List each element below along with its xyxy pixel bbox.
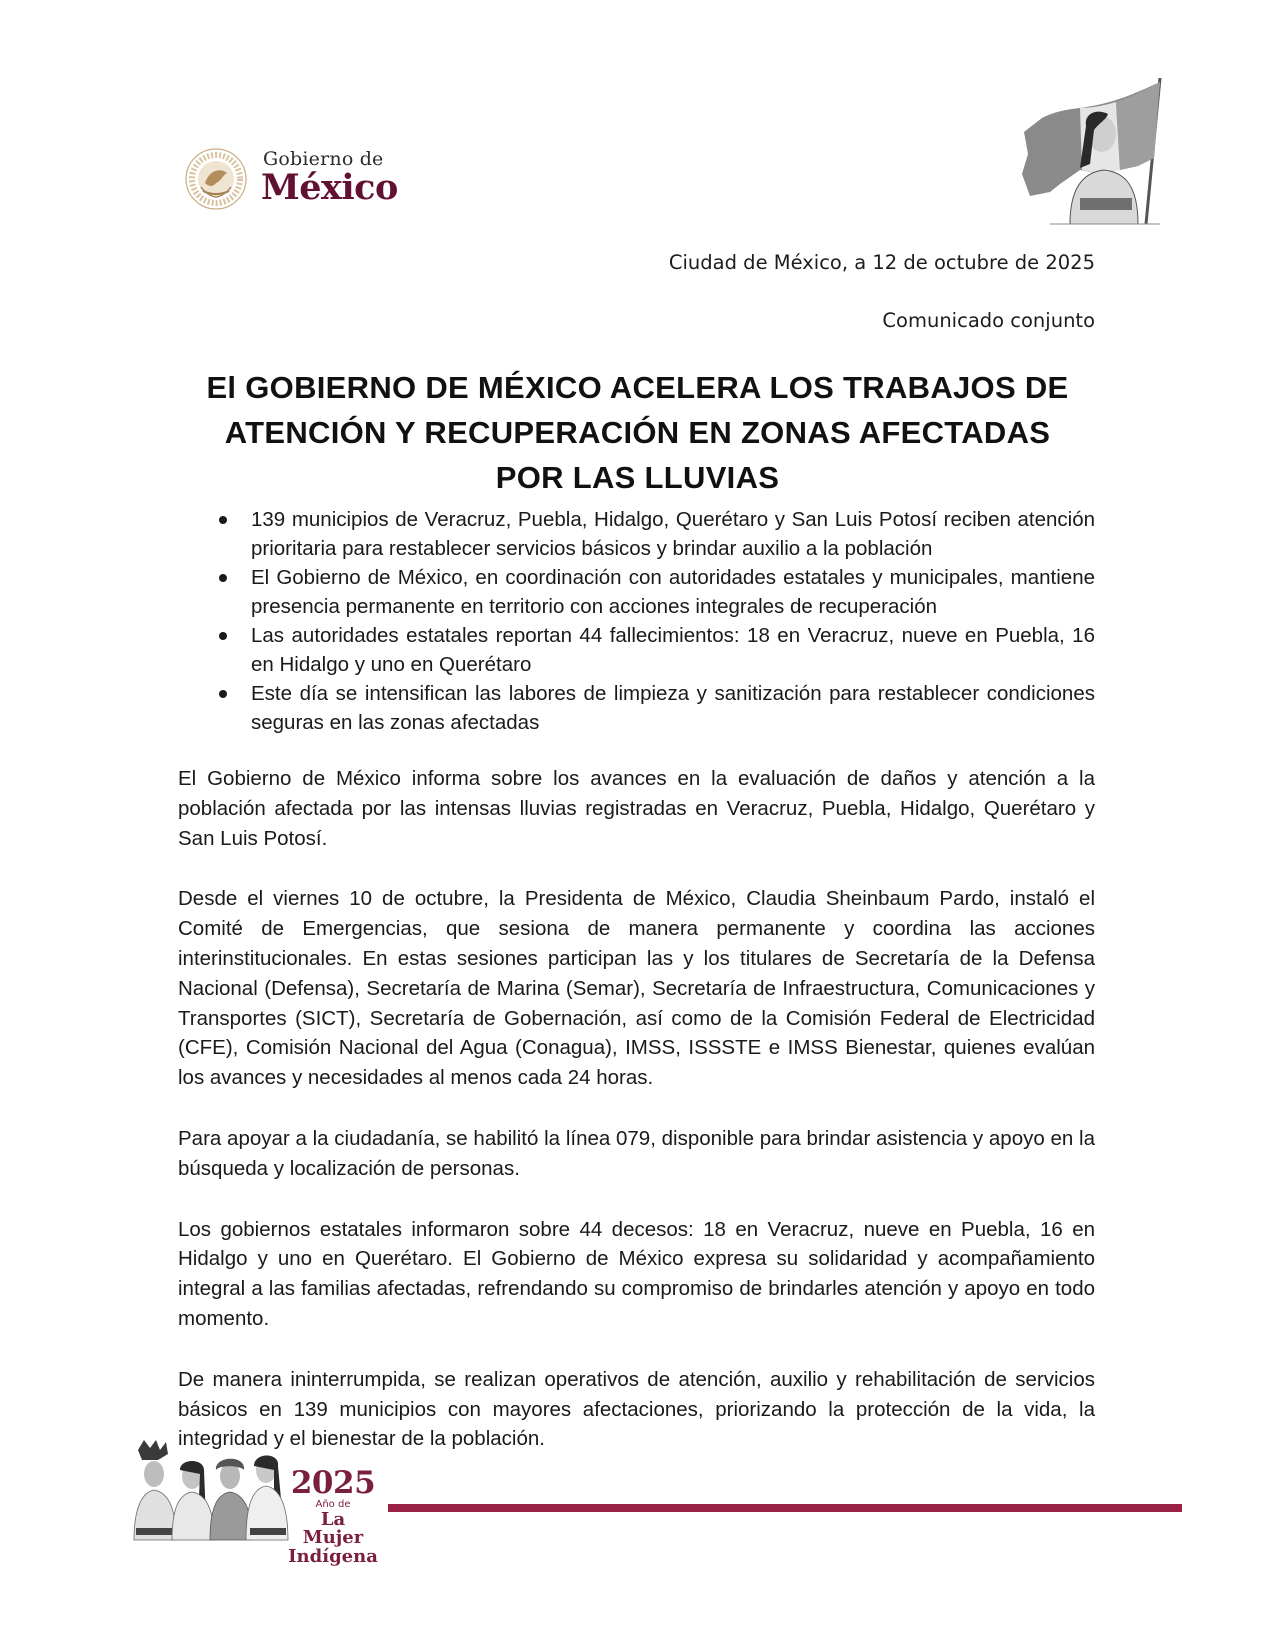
year-number: 2025	[290, 1465, 376, 1501]
highlight-text: El Gobierno de México, en coordinación con autoridades estatales y municipales, mantiene presencia permanente en territorio con acciones integrales de recuperación	[251, 566, 1095, 618]
year-subtitle: Año de	[315, 1499, 351, 1510]
title-line: ATENCIÓN Y RECUPERACIÓN EN ZONAS AFECTADAS	[224, 415, 1051, 450]
bullet-icon	[219, 632, 227, 640]
bullet-icon	[219, 574, 227, 582]
communique-type: Comunicado conjunto	[882, 309, 1095, 332]
body-paragraph: De manera ininterrumpida, se realizan operativos de atención, auxilio y rehabilitación de servicios básicos en 139 municipios con mayores afectaciones, priorizando la protección de la vida, la integridad y el bienestar de la población.	[178, 1367, 1095, 1451]
coat-of-arms-seal-icon	[183, 147, 249, 211]
highlights-list	[210, 505, 1095, 737]
body-paragraph: Los gobiernos estatales informaron sobre 44 decesos: 18 en Veracruz, nueve en Puebla, 16 en Hidalgo y uno en Querétaro. El Gobierno de México expresa su solidaridad y acompañamiento integral a las familias afectadas, refrendando su compromiso de brindarles atención y apoyo en todo momento.	[178, 1217, 1095, 1330]
highlight-item	[210, 563, 1095, 621]
logo-line-gobierno: Gobierno de	[263, 148, 384, 170]
year-of-indigenous-woman-badge	[288, 1465, 378, 1567]
footer-divider	[388, 1504, 1182, 1512]
highlight-item	[210, 505, 1095, 563]
logo-line-mexico: México	[261, 167, 398, 208]
bullet-icon	[219, 516, 227, 524]
highlight-item	[210, 679, 1095, 737]
year-line-2: Indígena	[288, 1546, 378, 1567]
highlight-text: Las autoridades estatales reportan 44 fallecimientos: 18 en Veracruz, nueve en Puebla, 16 en Hidalgo y uno en Querétaro	[251, 624, 1095, 676]
title-line: El GOBIERNO DE MÉXICO ACELERA LOS TRABAJOS DE	[206, 370, 1069, 405]
gobierno-de-mexico-logo	[183, 143, 413, 215]
body-paragraph: Para apoyar a la ciudadanía, se habilitó la línea 079, disponible para brindar asistencia y apoyo en la búsqueda y localización de personas.	[178, 1126, 1095, 1180]
year-line-1: La Mujer	[302, 1509, 364, 1548]
bullet-icon	[219, 690, 227, 698]
body-paragraph: Desde el viernes 10 de octubre, la Presidenta de México, Claudia Sheinbaum Pardo, instaló el Comité de Emergencias, que sesiona de manera permanente y coordina las acciones interinstitucionales. En estas sesiones participan las y los titulares de Secretaría de la Defensa Nacional (Defensa), Secretaría de Marina (Semar), Secretaría de Infraestructura, Comunicaciones y Transportes (SICT), Secretaría de Gobernación, así como de la Comisión Federal de Electricidad (CFE), Comisión Nacional del Agua (Conagua), IMSS, ISSSTE e IMSS Bienestar, quienes evalúan los avances y necesidades al menos cada 24 horas.	[178, 887, 1095, 1090]
date-line: Ciudad de México, a 12 de octubre de 2025	[668, 251, 1095, 274]
body-paragraph: El Gobierno de México informa sobre los avances en la evaluación de daños y atención a la población afectada por las intensas lluvias registradas en Veracruz, Puebla, Hidalgo, Querétaro y San Luis Potosí.	[178, 767, 1095, 850]
title-line: POR LAS LLUVIAS	[495, 460, 780, 495]
highlight-item	[210, 621, 1095, 679]
highlight-text: 139 municipios de Veracruz, Puebla, Hidalgo, Querétaro y San Luis Potosí reciben atención prioritaria para restablecer servicios básicos y brindar auxilio a la población	[251, 508, 1095, 560]
page-title	[180, 365, 1095, 500]
body-text	[178, 764, 1095, 1485]
highlight-text: Este día se intensifican las labores de limpieza y sanitización para restablecer condiciones seguras en las zonas afectadas	[251, 682, 1095, 734]
woman-with-flag-illustration-icon	[1020, 74, 1176, 232]
